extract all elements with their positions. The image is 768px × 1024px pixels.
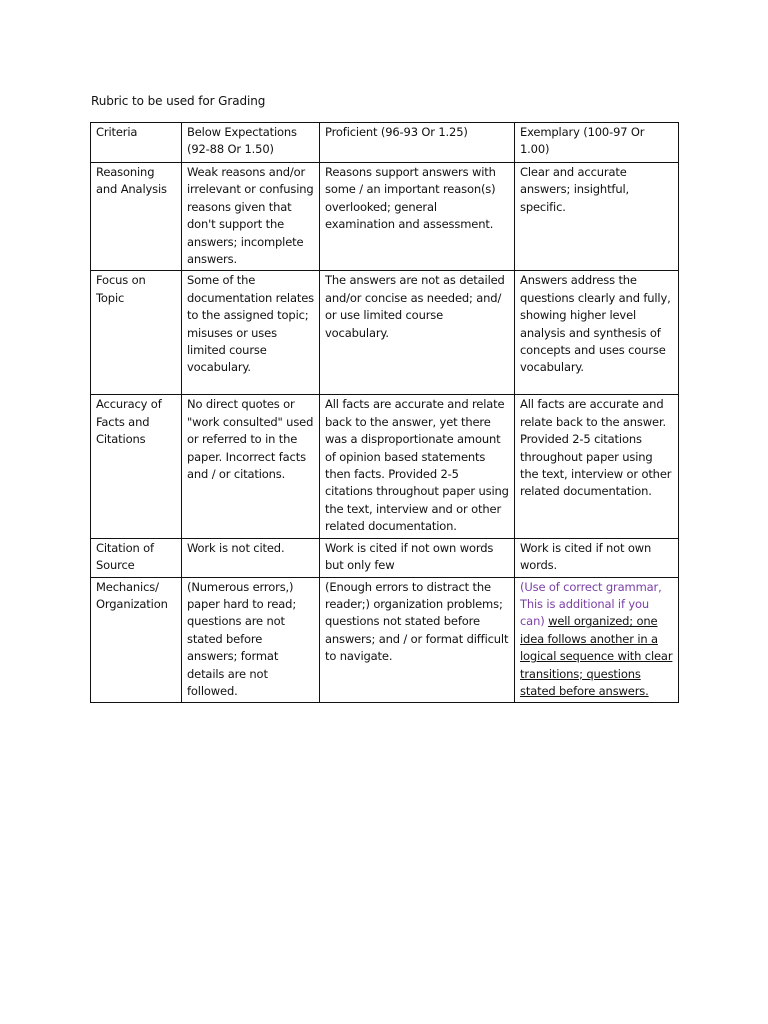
below-expectations-cell: Weak reasons and/or irrelevant or confusing reasons given that don't support the answers; incomplete answers. <box>182 163 320 271</box>
proficient-cell: Work is cited if not own words but only few <box>320 538 515 577</box>
header-proficient: Proficient (96-93 Or 1.25) <box>320 123 515 163</box>
below-expectations-cell: Work is not cited. <box>182 538 320 577</box>
exemplary-underlined-text: well organized; one idea follows another in a logical sequence with clear transitions; questions stated before answers. <box>520 614 673 698</box>
exemplary-cell <box>515 577 679 703</box>
header-below-expectations: Below Expectations (92-88 Or 1.50) <box>182 123 320 163</box>
header-criteria: Criteria <box>91 123 182 163</box>
table-row <box>91 271 679 395</box>
exemplary-cell: Work is cited if not own words. <box>515 538 679 577</box>
header-exemplary: Exemplary (100-97 Or 1.00) <box>515 123 679 163</box>
table-row <box>91 538 679 577</box>
proficient-cell: Reasons support answers with some / an important reason(s) overlooked; general examination and assessment. <box>320 163 515 271</box>
proficient-cell: (Enough errors to distract the reader;) organization problems; questions not stated before answers; and / or format difficult to navigate. <box>320 577 515 703</box>
exemplary-cell: Answers address the questions clearly and fully, showing higher level analysis and synthesis of concepts and uses course vocabulary. <box>515 271 679 395</box>
below-expectations-cell: No direct quotes or "work consulted" used or referred to in the paper. Incorrect facts and / or citations. <box>182 395 320 538</box>
below-expectations-cell: Some of the documentation relates to the assigned topic; misuses or uses limited course vocabulary. <box>182 271 320 395</box>
document-title: Rubric to be used for Grading <box>91 94 266 108</box>
table-row <box>91 163 679 271</box>
exemplary-cell: All facts are accurate and relate back to the answer. Provided 2-5 citations throughout paper using the text, interview or other related documentation. <box>515 395 679 538</box>
grammar-note: (Use of correct grammar, This is additional if you can) <box>520 579 662 629</box>
criteria-cell: Mechanics/ Organization <box>91 577 182 703</box>
criteria-cell: Reasoning and Analysis <box>91 163 182 271</box>
exemplary-cell: Clear and accurate answers; insightful, specific. <box>515 163 679 271</box>
proficient-cell: All facts are accurate and relate back to the answer, yet there was a disproportionate amount of opinion based statements then facts. Provided 2-5 citations throughout paper using the text, interview and or other related documentation. <box>320 395 515 538</box>
criteria-cell: Accuracy of Facts and Citations <box>91 395 182 538</box>
criteria-cell: Focus on Topic <box>91 271 182 395</box>
header-row <box>91 123 679 163</box>
below-expectations-cell: (Numerous errors,) paper hard to read; questions are not stated before answers; format details are not followed. <box>182 577 320 703</box>
table-row <box>91 577 679 703</box>
table-row <box>91 395 679 538</box>
rubric-table <box>90 122 679 703</box>
proficient-cell: The answers are not as detailed and/or concise as needed; and/ or use limited course vocabulary. <box>320 271 515 395</box>
criteria-cell: Citation of Source <box>91 538 182 577</box>
